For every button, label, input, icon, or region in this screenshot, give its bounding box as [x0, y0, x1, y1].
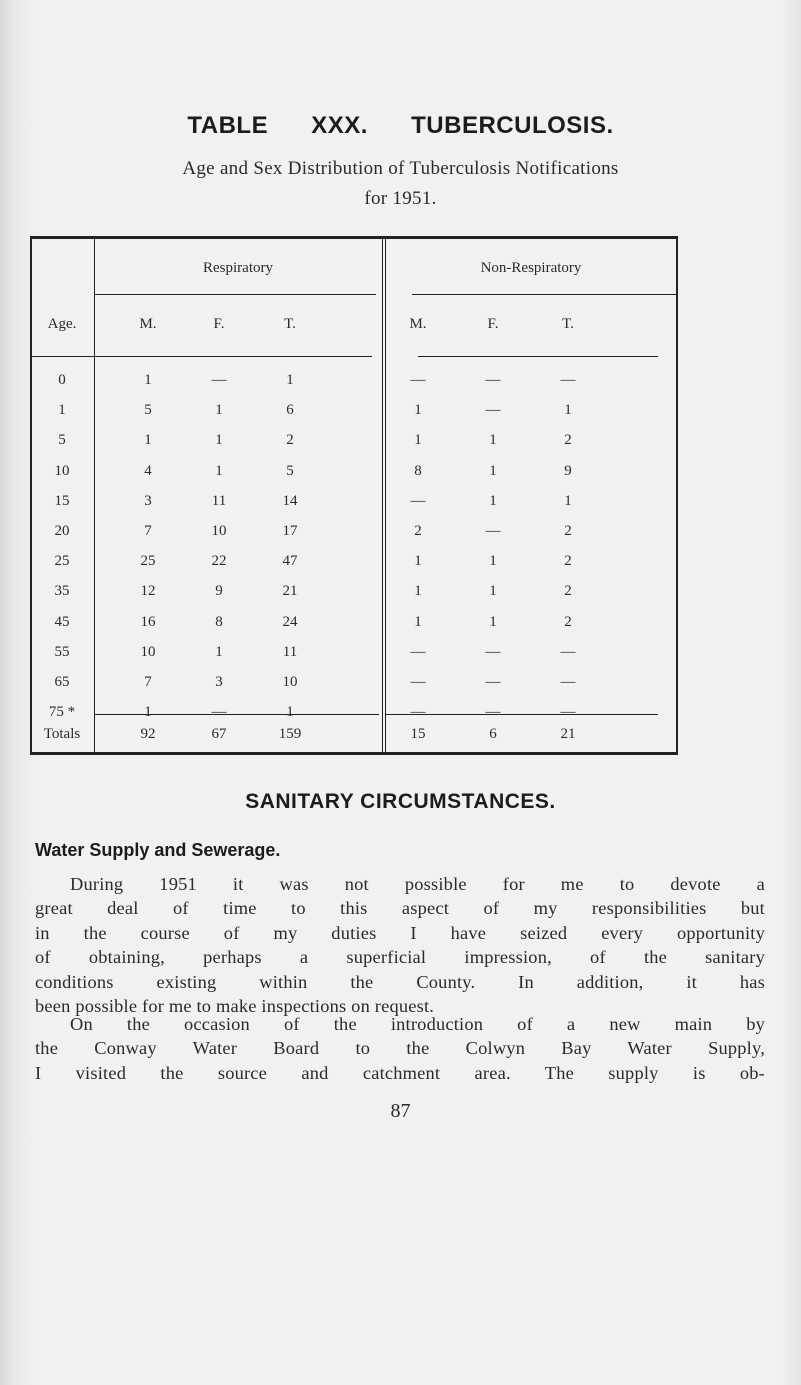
- table-cell: —: [410, 643, 426, 660]
- respiratory-header-rule: [94, 294, 376, 295]
- subsection-heading: Water Supply and Sewerage.: [35, 840, 281, 860]
- table-subtitle-year: for 1951.: [364, 188, 437, 209]
- table-cell: 10: [282, 674, 298, 690]
- table-cell: 1: [144, 372, 152, 388]
- table-top-border: [30, 236, 678, 239]
- group-divider-right: [385, 236, 386, 755]
- table-cell: 1: [414, 613, 422, 630]
- column-header: F.: [487, 316, 499, 332]
- table-cell: 2: [564, 583, 572, 600]
- age-cell: 75 *: [48, 704, 76, 721]
- totals-cell: 92: [140, 726, 156, 742]
- age-cell: 45: [54, 613, 70, 630]
- age-cell: 1: [58, 402, 66, 419]
- table-cell: 1: [286, 372, 294, 388]
- totals-cell: 159: [278, 726, 302, 742]
- table-cell: —: [410, 492, 426, 509]
- table-cell: 16: [140, 613, 156, 630]
- age-cell: 25: [54, 553, 70, 570]
- table-cell: 1: [215, 432, 223, 449]
- tuberculosis-table: [30, 236, 678, 756]
- table-cell: 1: [489, 462, 497, 479]
- paragraph-line: I visited the source and catchment area. The supply is ob-: [35, 1062, 765, 1083]
- table-cell: —: [485, 372, 501, 388]
- paragraph-line: During 1951 it was not possible for me to devote a: [70, 874, 765, 894]
- age-column-divider: [94, 236, 95, 755]
- age-cell: 20: [54, 523, 70, 539]
- paragraph-line: conditions existing within the County. In addition, it has: [35, 971, 765, 992]
- table-cell: 10: [211, 523, 227, 539]
- age-cell: 55: [54, 643, 70, 660]
- table-cell: 1: [489, 583, 497, 600]
- column-header: T.: [562, 316, 574, 332]
- table-cell: 47: [282, 553, 298, 570]
- table-cell: —: [560, 674, 576, 690]
- age-header: Age.: [47, 316, 77, 332]
- table-cell: 8: [215, 613, 223, 630]
- table-cell: 1: [215, 462, 223, 479]
- table-title: TABLE XXX. TUBERCULOSIS.: [187, 112, 614, 139]
- table-cell: 5: [286, 462, 294, 479]
- nonrespiratory-header: Non-Respiratory: [480, 260, 582, 276]
- table-cell: —: [560, 704, 576, 721]
- table-cell: —: [410, 704, 426, 721]
- table-cell: 1: [489, 432, 497, 449]
- table-cell: 6: [286, 402, 294, 419]
- table-cell: 3: [215, 674, 223, 690]
- table-cell: 1: [564, 402, 572, 419]
- table-cell: 2: [564, 523, 572, 539]
- table-cell: 1: [489, 492, 497, 509]
- age-cell: 65: [54, 674, 70, 690]
- column-header: M.: [139, 316, 157, 332]
- column-header: T.: [284, 316, 296, 332]
- table-cell: —: [410, 372, 426, 388]
- table-cell: 2: [414, 523, 422, 539]
- table-cell: 2: [564, 553, 572, 570]
- table-cell: 1: [286, 704, 294, 721]
- column-header: M.: [409, 316, 427, 332]
- table-cell: —: [485, 402, 501, 419]
- table-cell: 1: [215, 402, 223, 419]
- table-cell: 2: [564, 613, 572, 630]
- table-cell: 7: [144, 523, 152, 539]
- page-number: 87: [390, 1100, 411, 1122]
- totals-cell: 67: [211, 726, 227, 742]
- totals-label: Totals: [43, 726, 81, 742]
- subheader-rule-right: [418, 356, 658, 357]
- age-cell: 15: [54, 492, 70, 509]
- paragraph-line: On the occasion of the introduction of a new main by: [70, 1014, 765, 1034]
- age-cell: 5: [58, 432, 66, 449]
- table-cell: 1: [414, 553, 422, 570]
- age-cell: 10: [54, 462, 70, 479]
- table-cell: 1: [489, 613, 497, 630]
- totals-cell: 15: [410, 726, 426, 742]
- table-cell: 11: [282, 643, 298, 660]
- section-heading: SANITARY CIRCUMSTANCES.: [245, 790, 556, 813]
- table-cell: 21: [282, 583, 298, 600]
- table-cell: 8: [414, 462, 422, 479]
- table-cell: 1: [414, 432, 422, 449]
- paragraph-line: the Conway Water Board to the Colwyn Bay Water Supply,: [35, 1038, 765, 1059]
- table-cell: 1: [564, 492, 572, 509]
- table-right-border: [676, 236, 678, 755]
- paragraph-line: great deal of time to this aspect of my responsibilities but: [35, 898, 765, 919]
- table-cell: 11: [211, 492, 227, 509]
- table-cell: 1: [144, 432, 152, 449]
- group-divider-left: [382, 236, 383, 755]
- table-cell: 5: [144, 402, 152, 419]
- table-subtitle: Age and Sex Distribution of Tuberculosis Notifications: [182, 158, 619, 179]
- table-cell: 1: [414, 402, 422, 419]
- table-cell: 9: [215, 583, 223, 600]
- respiratory-header: Respiratory: [203, 260, 273, 276]
- table-cell: —: [485, 643, 501, 660]
- subheader-rule-left: [30, 356, 372, 357]
- table-cell: 2: [564, 432, 572, 449]
- table-cell: —: [485, 674, 501, 690]
- table-cell: —: [410, 674, 426, 690]
- table-cell: 1: [489, 553, 497, 570]
- table-cell: —: [560, 372, 576, 388]
- table-bottom-border: [30, 752, 678, 755]
- paragraph-line: in the course of my duties I have seized every opportunity: [35, 922, 765, 943]
- paragraph-line: of obtaining, perhaps a superficial impression, of the sanitary: [35, 947, 765, 968]
- paragraph-line: been possible for me to make inspections on request.: [35, 996, 435, 1017]
- table-cell: 4: [144, 462, 152, 479]
- table-cell: 24: [282, 613, 298, 630]
- table-cell: 2: [286, 432, 294, 449]
- column-header: F.: [213, 316, 225, 332]
- age-cell: 35: [54, 583, 70, 600]
- table-cell: 7: [144, 674, 152, 690]
- totals-cell: 21: [560, 726, 576, 742]
- table-left-border: [30, 236, 32, 755]
- paragraph-2: [35, 1012, 765, 1085]
- table-cell: 1: [215, 643, 223, 660]
- table-cell: 17: [282, 523, 298, 539]
- table-cell: 22: [211, 553, 227, 570]
- table-cell: —: [485, 704, 501, 721]
- paragraph-1: [35, 872, 765, 1018]
- table-cell: 12: [140, 583, 156, 600]
- age-cell: 0: [58, 372, 66, 388]
- table-cell: 14: [282, 492, 298, 509]
- table-cell: —: [560, 643, 576, 660]
- table-cell: 10: [140, 643, 156, 660]
- table-cell: 1: [414, 583, 422, 600]
- table-cell: —: [485, 523, 501, 539]
- totals-cell: 6: [489, 726, 497, 742]
- table-cell: 9: [564, 462, 572, 479]
- table-cell: 3: [144, 492, 152, 509]
- table-cell: 25: [140, 553, 156, 570]
- table-cell: 1: [144, 704, 152, 721]
- table-cell: —: [211, 372, 227, 388]
- table-cell: —: [211, 704, 227, 721]
- nonrespiratory-header-rule: [412, 294, 676, 295]
